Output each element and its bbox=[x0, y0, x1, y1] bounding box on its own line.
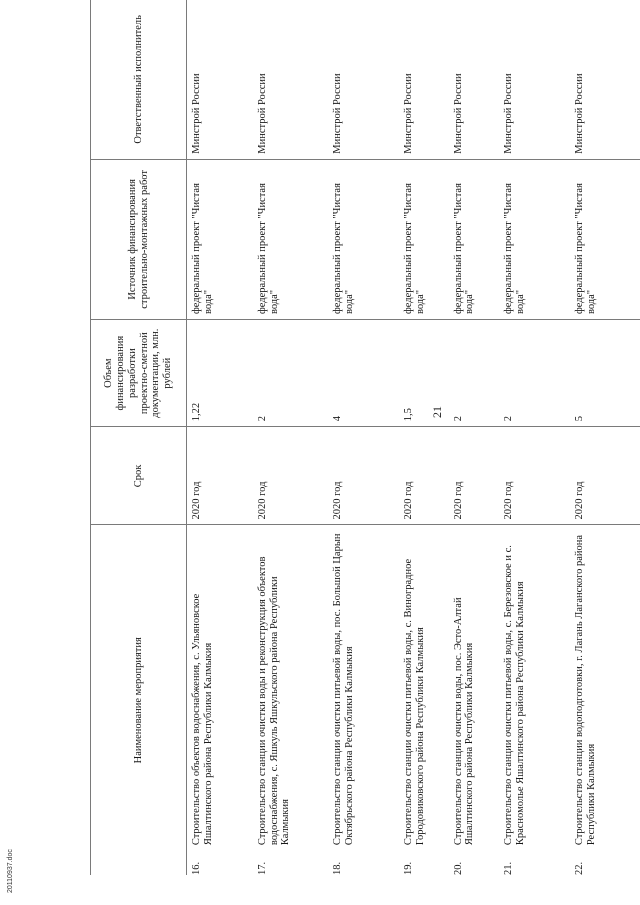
table-row bbox=[399, 0, 448, 875]
row-name: Строительство станции водоподготовки, г. Лагань Лаганского района Республики Калмыкия bbox=[573, 534, 597, 846]
row-volume: 1,5 bbox=[399, 320, 448, 427]
row-name: Строительство станции очистки питьевой воды, с. Виноградное Городовиковского района Республики Калмыкия bbox=[403, 558, 427, 846]
table-row bbox=[187, 0, 253, 875]
row-number: 21. bbox=[502, 861, 514, 875]
row-volume: 2 bbox=[449, 320, 499, 427]
header-name: Наименование мероприятия bbox=[91, 525, 187, 875]
row-number: 22. bbox=[573, 861, 585, 875]
row-name: Строительство объектов водоснабжения, с. Ульяновское Яшалтинского района Республики Калмыкия bbox=[191, 593, 214, 846]
row-number: 18. bbox=[332, 861, 344, 875]
row-name: Строительство станции очистки питьевой воды, пос. Большой Царын Октябрьского района Республики Калмыкия bbox=[332, 533, 356, 846]
header-executor: Ответственный исполнитель bbox=[91, 0, 187, 159]
row-source: федеральный проект "Чистая вода" bbox=[328, 159, 399, 319]
document-footer: 20110937.doc bbox=[7, 849, 14, 893]
table-header-row bbox=[91, 0, 187, 875]
row-executor: Минстрой России bbox=[449, 0, 499, 159]
page-number: 21 bbox=[430, 406, 444, 418]
row-term: 2020 год bbox=[328, 427, 399, 525]
table-row bbox=[328, 0, 399, 875]
row-term: 2020 год bbox=[187, 427, 253, 525]
table-row bbox=[253, 0, 329, 875]
row-source: федеральный проект "Чистая вода" bbox=[449, 159, 499, 319]
row-executor: Минстрой России bbox=[253, 0, 329, 159]
table-row bbox=[570, 0, 640, 875]
row-volume: 4 bbox=[328, 320, 399, 427]
row-term: 2020 год bbox=[570, 427, 640, 525]
table-row bbox=[499, 0, 570, 875]
row-term: 2020 год bbox=[253, 427, 329, 525]
row-volume: 1,22 bbox=[187, 320, 253, 427]
row-volume: 5 bbox=[570, 320, 640, 427]
header-volume: Объем финансирования разработки проектно-сметной документации, млн. рублей bbox=[91, 320, 187, 427]
table-row bbox=[449, 0, 499, 875]
row-number: 16. bbox=[191, 861, 202, 875]
row-executor: Минстрой России bbox=[570, 0, 640, 159]
row-number: 19. bbox=[403, 861, 415, 875]
row-term: 2020 год bbox=[449, 427, 499, 525]
row-term: 2020 год bbox=[499, 427, 570, 525]
row-source: федеральный проект "Чистая вода" bbox=[570, 159, 640, 319]
row-volume: 2 bbox=[499, 320, 570, 427]
header-term: Срок bbox=[91, 427, 187, 525]
row-term: 2020 год bbox=[399, 427, 448, 525]
row-source: федеральный проект "Чистая вода" bbox=[253, 159, 329, 319]
row-number: 17. bbox=[256, 861, 268, 875]
row-volume: 2 bbox=[253, 320, 329, 427]
row-executor: Минстрой России bbox=[499, 0, 570, 159]
row-source: федеральный проект "Чистая вода" bbox=[187, 159, 253, 319]
row-source: федеральный проект "Чистая вода" bbox=[499, 159, 570, 319]
row-number: 20. bbox=[452, 861, 464, 875]
row-source: федеральный проект "Чистая вода" bbox=[399, 159, 448, 319]
header-source: Источник финансирования строительно-монтажных работ bbox=[91, 159, 187, 319]
row-executor: Минстрой России bbox=[399, 0, 448, 159]
row-executor: Минстрой России bbox=[328, 0, 399, 159]
row-name: Строительство станции очистки воды, пос. Эсто-Алтай Яшалтинского района Республики Калмыкия bbox=[452, 597, 476, 846]
measures-table bbox=[90, 0, 640, 875]
row-name: Строительство станции очистки питьевой воды, с. Березовское и с. Красномолье Яшалтинского района Республики Калмыкия bbox=[502, 545, 526, 846]
rotated-table-sheet bbox=[90, 0, 640, 875]
row-executor: Минстрой России bbox=[187, 0, 253, 159]
row-name: Строительство станции очистки воды и реконструкция объектов водоснабжения, с. Яшкуль Яшкульского района Республики Калмыкия bbox=[256, 556, 292, 846]
